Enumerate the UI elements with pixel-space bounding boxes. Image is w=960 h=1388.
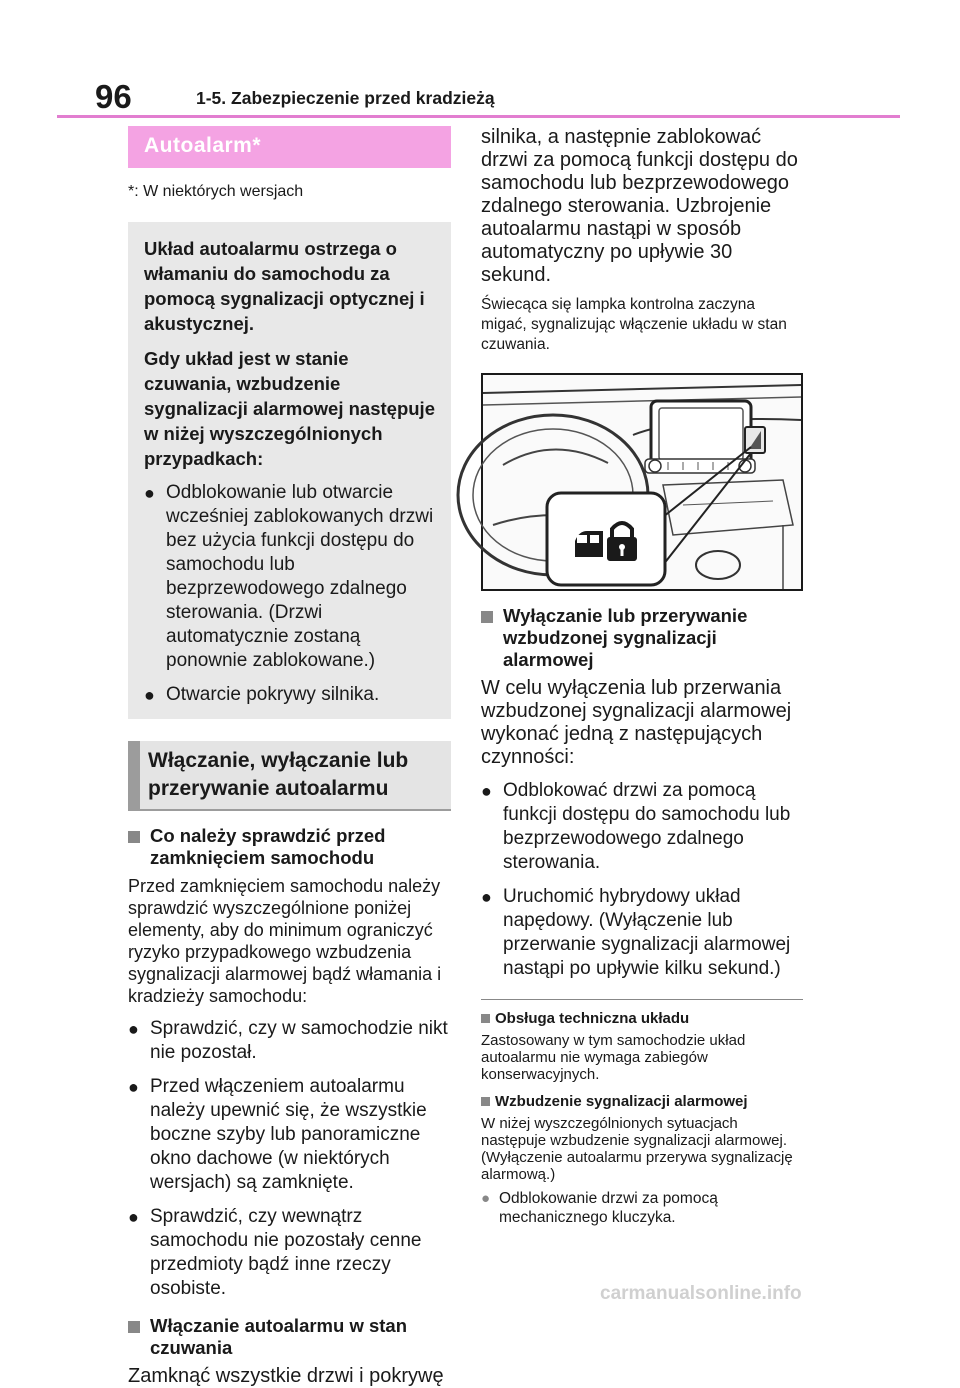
bullet-text: Odblokować drzwi za pomocą funkcji dostępu do samochodu lub bezprzewodowego zdalnego sterowania.	[503, 780, 791, 873]
bullet-icon: ●	[128, 1077, 139, 1097]
info-title: Obsługa techniczna układu	[495, 1010, 690, 1027]
bullet-icon: ●	[481, 1190, 491, 1207]
watermark: carmanualsonline.info	[600, 1283, 802, 1304]
bullet-icon: ●	[481, 781, 492, 801]
bullet-icon: ●	[481, 887, 492, 907]
list-item	[144, 683, 437, 707]
autoalarm-title-band: Autoalarm*	[128, 126, 451, 168]
bullet-text: Przed włączeniem autoalarmu należy upewnić się, że wszystkie boczne szyby lub panoramiczne okno dachowe (w niektórych wersjach) są zamknięte.	[150, 1076, 427, 1193]
square-bullet-icon	[481, 1014, 490, 1023]
page-header	[0, 0, 960, 118]
subsection-text: Zamknąć wszystkie drzwi i pokrywę	[128, 1365, 444, 1387]
list-item	[144, 481, 437, 673]
bullet-icon: ●	[128, 1019, 139, 1039]
section-rule	[128, 809, 451, 811]
chapter-title: 1-5. Zabezpieczenie przed kradzieżą	[196, 88, 495, 108]
subsection-heading	[128, 825, 451, 869]
dashboard-figure	[481, 373, 803, 591]
info-text: Zastosowany w tym samochodzie układ autoalarmu nie wymaga zabiegów konserwacyjnych.	[481, 1032, 746, 1083]
subsection-heading	[128, 1315, 451, 1359]
list-item	[481, 1189, 803, 1227]
bullet-text: Sprawdzić, czy wewnątrz samochodu nie pozostały cenne przedmioty bądź inne rzeczy osobiste.	[150, 1206, 422, 1299]
square-bullet-icon	[128, 831, 150, 843]
right-column	[481, 126, 803, 1227]
intro-box	[128, 222, 451, 719]
continued-text: silnika, a następnie zablokować drzwi za pomocą funkcji dostępu do samochodu lub bezprzewodowego zdalnego sterowania. Uzbrojenie autoalarmu nastąpi w sposób automatyczny po upływie 30 sekund.	[481, 126, 798, 286]
bullet-icon: ●	[144, 483, 155, 503]
indicator-note: Świecąca się lampka kontrolna zaczyna migać, sygnalizując włączenie układu w stan czuwania.	[481, 296, 787, 353]
square-bullet-icon	[128, 1321, 150, 1333]
info-divider	[481, 999, 803, 1000]
bullet-icon: ●	[144, 685, 155, 705]
bullet-text: Uruchomić hybrydowy układ napędowy. (Wyłączenie lub przerwanie sygnalizacji alarmowej nastąpi po upływie kilku sekund.)	[503, 886, 791, 979]
subsection-heading	[481, 605, 803, 671]
list-item	[481, 885, 803, 981]
section-title: Włączanie, wyłączanie lub przerywanie autoalarmu	[148, 749, 409, 800]
header-rule	[57, 115, 900, 118]
bullet-text: Odblokowanie lub otwarcie wcześniej zablokowanych drzwi bez użycia funkcji dostępu do samochodu lub bezprzewodowego zdalnego sterowania. (Drzwi automatycznie zostaną ponownie zablokowane.)	[166, 482, 434, 671]
list-item	[128, 1017, 451, 1065]
square-bullet-icon	[481, 1097, 490, 1106]
list-item	[128, 1205, 451, 1301]
subsection-text: Przed zamknięciem samochodu należy sprawdzić wyszczególnione poniżej elementy, aby do minimum ograniczyć ryzyko przypadkowego wzbudzenia sygnalizacji alarmowej bądź włamania i kradzieży samochodu:	[128, 876, 442, 1006]
info-title: Wzbudzenie sygnalizacji alarmowej	[495, 1093, 748, 1110]
left-column	[128, 126, 451, 1388]
section-heading	[128, 741, 451, 809]
dashboard-illustration	[483, 375, 801, 589]
intro-para-2: Gdy układ jest w stanie czuwania, wzbudzenie sygnalizacji alarmowej następuje w niżej wyszczególnionych przypadkach:	[144, 348, 435, 469]
subsection-text: W celu wyłączenia lub przerwania wzbudzonej sygnalizacji alarmowej wykonać jedną z następujących czynności:	[481, 677, 792, 768]
square-bullet-icon	[481, 611, 503, 623]
list-item	[128, 1075, 451, 1195]
bullet-text: Otwarcie pokrywy silnika.	[166, 684, 380, 705]
bullet-icon: ●	[128, 1207, 139, 1227]
bullet-text: Odblokowanie drzwi za pomocą mechanicznego kluczyka.	[499, 1190, 718, 1226]
subsection-title: Włączanie autoalarmu w stan czuwania	[150, 1315, 408, 1358]
info-heading	[481, 1010, 803, 1027]
info-heading	[481, 1093, 803, 1110]
intro-para-1: Układ autoalarmu ostrzega o włamaniu do samochodu za pomocą sygnalizacji optycznej i akustycznej.	[144, 238, 425, 334]
version-footnote: *: W niektórych wersjach	[128, 183, 304, 200]
bullet-text: Sprawdzić, czy w samochodzie nikt nie pozostał.	[150, 1018, 448, 1063]
info-text: W niżej wyszczególnionych sytuacjach następuje wzbudzenie sygnalizacji alarmowej. (Wyłączenie autoalarmu przerywa sygnalizację alarmową.)	[481, 1115, 793, 1183]
page-number: 96	[95, 78, 132, 115]
list-item	[481, 779, 803, 875]
subsection-title: Co należy sprawdzić przed zamknięciem samochodu	[150, 825, 386, 868]
subsection-title: Wyłączanie lub przerywanie wzbudzonej sygnalizacji alarmowej	[503, 605, 748, 670]
